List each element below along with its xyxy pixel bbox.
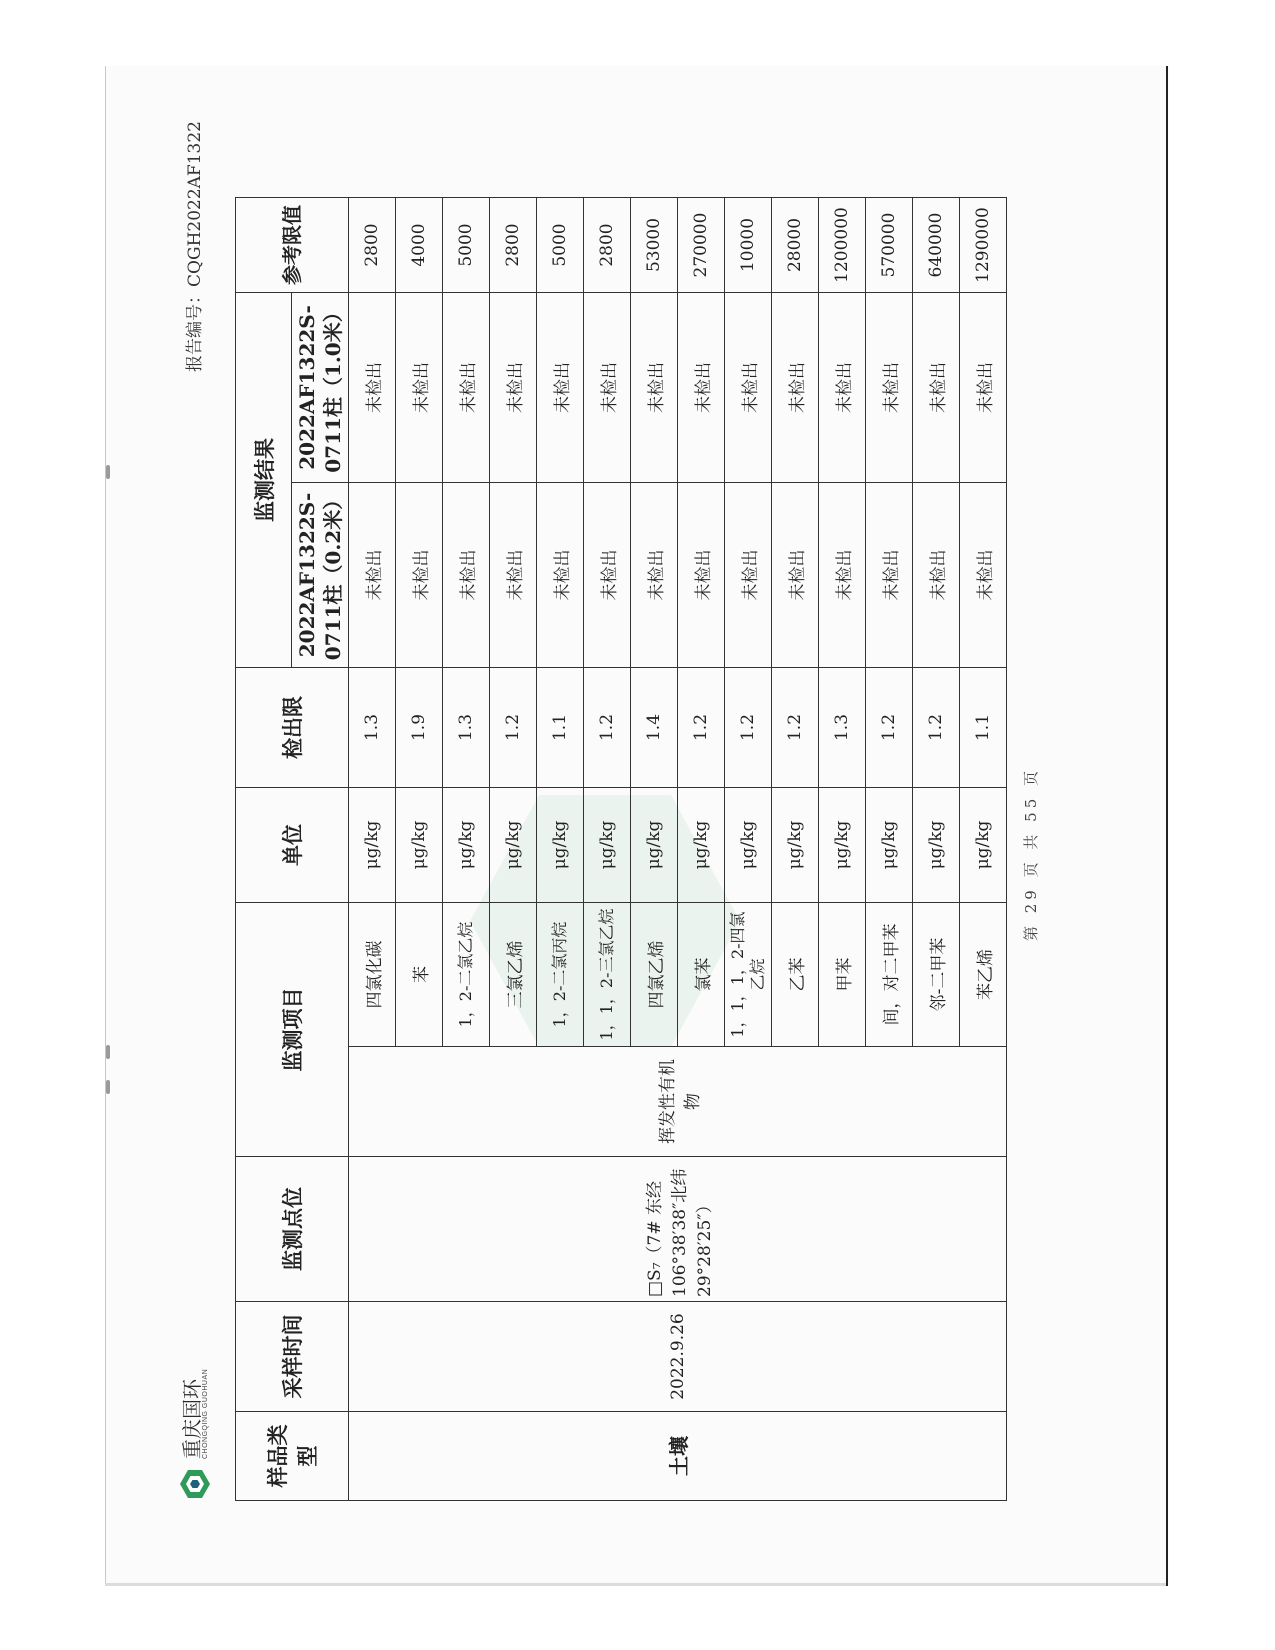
detection-limit-cell: 1.3 bbox=[349, 668, 396, 788]
detection-limit-cell: 1.3 bbox=[819, 668, 866, 788]
result-2-cell: 未检出 bbox=[819, 293, 866, 483]
binding-hole bbox=[106, 465, 110, 479]
result-1-cell: 未检出 bbox=[819, 483, 866, 668]
reference-cell: 5000 bbox=[443, 198, 490, 293]
item-cell: 三氯乙烯 bbox=[490, 903, 537, 1047]
reference-cell: 5000 bbox=[537, 198, 584, 293]
header-location: 监测点位 bbox=[236, 1157, 349, 1302]
unit-cell: μg/kg bbox=[725, 788, 772, 903]
detection-limit-cell: 1.3 bbox=[443, 668, 490, 788]
result-1-cell: 未检出 bbox=[772, 483, 819, 668]
result-2-cell: 未检出 bbox=[772, 293, 819, 483]
detection-limit-cell: 1.1 bbox=[537, 668, 584, 788]
reference-cell: 570000 bbox=[866, 198, 913, 293]
item-cell: 苯 bbox=[396, 903, 443, 1047]
rotated-report-page bbox=[179, 121, 1040, 1501]
header-result-2: 2022AF1322S-0711柱（1.0米） bbox=[292, 293, 349, 483]
item-cell: 间，对二甲苯 bbox=[866, 903, 913, 1047]
company-logo bbox=[175, 1369, 215, 1501]
detection-limit-cell: 1.2 bbox=[913, 668, 960, 788]
item-cell: 四氯乙烯 bbox=[631, 903, 678, 1047]
item-cell: 1，2-二氯乙烷 bbox=[443, 903, 490, 1047]
company-name-en: CHONGQING GUOHUAN bbox=[201, 1368, 209, 1459]
detection-limit-cell: 1.2 bbox=[678, 668, 725, 788]
result-2-cell: 未检出 bbox=[960, 293, 1007, 483]
company-name-cn: 重庆国环 bbox=[179, 1379, 204, 1459]
binding-hole bbox=[106, 1080, 110, 1094]
result-2-cell: 未检出 bbox=[631, 293, 678, 483]
item-cell: 1，1，2-三氯乙烷 bbox=[584, 903, 631, 1047]
reference-cell: 1200000 bbox=[819, 198, 866, 293]
unit-cell: μg/kg bbox=[960, 788, 1007, 903]
detection-limit-cell: 1.2 bbox=[866, 668, 913, 788]
result-1-cell: 未检出 bbox=[443, 483, 490, 668]
result-2-cell: 未检出 bbox=[443, 293, 490, 483]
result-2-cell: 未检出 bbox=[396, 293, 443, 483]
detection-limit-cell: 1.2 bbox=[772, 668, 819, 788]
page-edge-shadow-right bbox=[1166, 66, 1168, 1586]
page-edge-shadow bbox=[105, 1583, 1168, 1586]
unit-cell: μg/kg bbox=[866, 788, 913, 903]
item-cell: 1，1，1，2-四氯乙烷 bbox=[725, 903, 772, 1047]
result-1-cell: 未检出 bbox=[960, 483, 1007, 668]
header-results: 监测结果 bbox=[236, 293, 292, 668]
reference-cell: 640000 bbox=[913, 198, 960, 293]
result-1-cell: 未检出 bbox=[537, 483, 584, 668]
result-2-cell: 未检出 bbox=[678, 293, 725, 483]
result-1-cell: 未检出 bbox=[678, 483, 725, 668]
detection-limit-cell: 1.9 bbox=[396, 668, 443, 788]
reference-cell: 270000 bbox=[678, 198, 725, 293]
table-body bbox=[349, 198, 1007, 1501]
reference-cell: 2800 bbox=[490, 198, 537, 293]
header-item: 监测项目 bbox=[236, 903, 349, 1157]
result-1-cell: 未检出 bbox=[396, 483, 443, 668]
detection-limit-cell: 1.4 bbox=[631, 668, 678, 788]
category-cell: 挥发性有机物 bbox=[349, 1047, 1007, 1157]
result-1-cell: 未检出 bbox=[349, 483, 396, 668]
sample-time-cell: 2022.9.26 bbox=[349, 1302, 1007, 1412]
unit-cell: μg/kg bbox=[537, 788, 584, 903]
item-cell: 1，2-二氯丙烷 bbox=[537, 903, 584, 1047]
item-cell: 四氯化碳 bbox=[349, 903, 396, 1047]
result-2-cell: 未检出 bbox=[349, 293, 396, 483]
result-1-cell: 未检出 bbox=[866, 483, 913, 668]
item-cell: 邻-二甲苯 bbox=[913, 903, 960, 1047]
item-cell: 苯乙烯 bbox=[960, 903, 1007, 1047]
result-2-cell: 未检出 bbox=[537, 293, 584, 483]
result-1-cell: 未检出 bbox=[913, 483, 960, 668]
result-2-cell: 未检出 bbox=[866, 293, 913, 483]
logo-icon bbox=[178, 1467, 212, 1501]
detection-limit-cell: 1.2 bbox=[490, 668, 537, 788]
detection-limit-cell: 1.2 bbox=[584, 668, 631, 788]
header-sample-type: 样品类型 bbox=[236, 1412, 349, 1501]
header-result-1: 2022AF1322S-0711柱（0.2米） bbox=[292, 483, 349, 668]
binding-hole bbox=[106, 1045, 110, 1059]
page-footer: 第 29 页 共 55 页 bbox=[1022, 766, 1040, 941]
result-2-cell: 未检出 bbox=[490, 293, 537, 483]
result-1-cell: 未检出 bbox=[725, 483, 772, 668]
header-reference: 参考限值 bbox=[236, 198, 349, 293]
reference-cell: 4000 bbox=[396, 198, 443, 293]
result-1-cell: 未检出 bbox=[631, 483, 678, 668]
report-number: 报告编号：CQGH2022AF1322 bbox=[185, 121, 205, 372]
item-cell: 氯苯 bbox=[678, 903, 725, 1047]
reference-cell: 10000 bbox=[725, 198, 772, 293]
unit-cell: μg/kg bbox=[349, 788, 396, 903]
unit-cell: μg/kg bbox=[631, 788, 678, 903]
detection-limit-cell: 1.2 bbox=[725, 668, 772, 788]
reference-cell: 53000 bbox=[631, 198, 678, 293]
location-cell: □S₇（7# 东经 106°38′38″北纬 29°28′25″） bbox=[349, 1157, 1007, 1302]
reference-cell: 1290000 bbox=[960, 198, 1007, 293]
reference-cell: 28000 bbox=[772, 198, 819, 293]
result-2-cell: 未检出 bbox=[725, 293, 772, 483]
unit-cell: μg/kg bbox=[913, 788, 960, 903]
monitoring-results-table bbox=[235, 197, 1007, 1501]
unit-cell: μg/kg bbox=[584, 788, 631, 903]
unit-cell: μg/kg bbox=[443, 788, 490, 903]
unit-cell: μg/kg bbox=[678, 788, 725, 903]
result-1-cell: 未检出 bbox=[584, 483, 631, 668]
table-row bbox=[349, 198, 396, 1501]
unit-cell: μg/kg bbox=[772, 788, 819, 903]
item-cell: 甲苯 bbox=[819, 903, 866, 1047]
sample-type-cell: 土壤 bbox=[349, 1412, 1007, 1501]
header-sample-time: 采样时间 bbox=[236, 1302, 349, 1412]
item-cell: 乙苯 bbox=[772, 903, 819, 1047]
result-2-cell: 未检出 bbox=[913, 293, 960, 483]
unit-cell: μg/kg bbox=[490, 788, 537, 903]
reference-cell: 2800 bbox=[349, 198, 396, 293]
header-unit: 单位 bbox=[236, 788, 349, 903]
result-1-cell: 未检出 bbox=[490, 483, 537, 668]
unit-cell: μg/kg bbox=[819, 788, 866, 903]
result-2-cell: 未检出 bbox=[584, 293, 631, 483]
unit-cell: μg/kg bbox=[396, 788, 443, 903]
detection-limit-cell: 1.1 bbox=[960, 668, 1007, 788]
header-detection-limit: 检出限 bbox=[236, 668, 349, 788]
reference-cell: 2800 bbox=[584, 198, 631, 293]
